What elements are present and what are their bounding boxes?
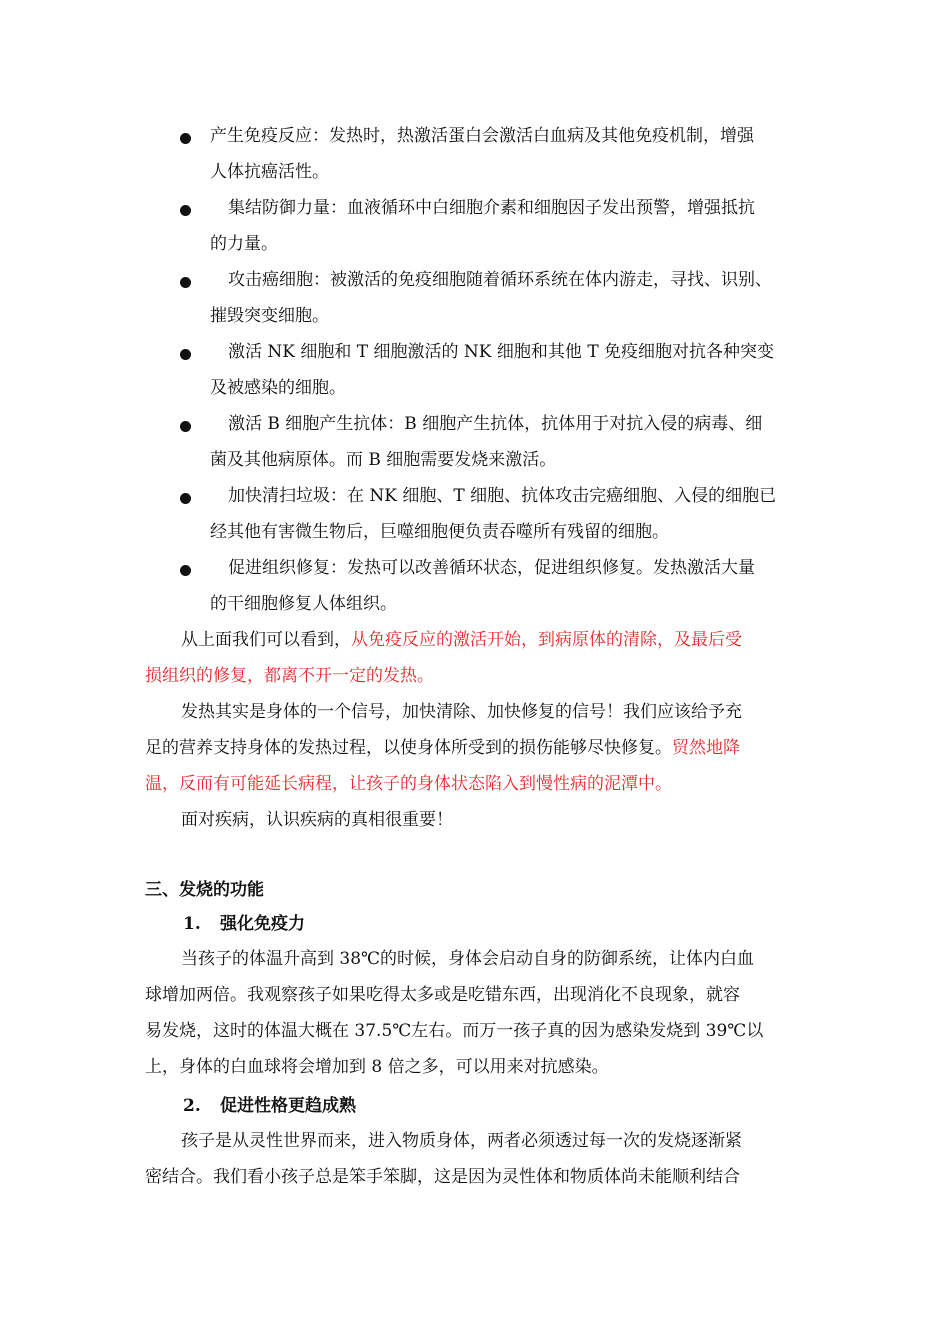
bullet-dot-icon: [180, 421, 191, 432]
subheading-number: 1.: [183, 914, 201, 934]
bullet-dot-icon: [180, 493, 191, 504]
paragraph-line: 上，身体的白血球将会增加到 8 倍之多，可以用来对抗感染。: [145, 1057, 609, 1077]
bullet-text-cont: 经其他有害微生物后，巨噬细胞便负责吞噬所有残留的细胞。: [210, 522, 669, 542]
paragraph-line: 易发烧，这时的体温大概在 37.5℃左右。而万一孩子真的因为感染发烧到 39℃以: [145, 1021, 764, 1041]
bullet-text: 激活 B 细胞产生抗体：B 细胞产生抗体，抗体用于对抗入侵的病毒、细: [228, 414, 763, 434]
subheading-title: 强化免疫力: [220, 914, 305, 934]
bullet-text-cont: 人体抗癌活性。: [210, 162, 329, 182]
bullet-text: 产生免疫反应：发热时，热激活蛋白会激活白血病及其他免疫机制，增强: [210, 126, 754, 146]
bullet-text-cont: 及被感染的细胞。: [210, 378, 346, 398]
paragraph-line: 孩子是从灵性世界而来，进入物质身体，两者必须透过每一次的发烧逐渐紧: [181, 1131, 742, 1151]
highlighted-text: 从免疫反应的激活开始，到病原体的清除，及最后受: [351, 630, 742, 650]
paragraph-line: 发热其实是身体的一个信号，加快清除、加快修复的信号！我们应该给予充: [181, 702, 742, 722]
subheading-number: 2.: [183, 1096, 201, 1116]
bullet-text: 促进组织修复：发热可以改善循环状态，促进组织修复。发热激活大量: [228, 558, 755, 578]
bullet-dot-icon: [180, 205, 191, 216]
paragraph-text: 从上面我们可以看到，: [181, 630, 351, 650]
paragraph-line: 密结合。我们看小孩子总是笨手笨脚，这是因为灵性体和物质体尚未能顺利结合: [145, 1167, 740, 1187]
bullet-text: 加快清扫垃圾：在 NK 细胞、T 细胞、抗体攻击完癌细胞、入侵的细胞已: [228, 486, 777, 506]
paragraph-line: [181, 628, 742, 652]
subheading-title: 促进性格更趋成熟: [220, 1096, 356, 1116]
highlighted-text: 贸然地降: [672, 738, 740, 758]
paragraph-line: 球增加两倍。我观察孩子如果吃得太多或是吃错东西，出现消化不良现象，就容: [145, 985, 740, 1005]
paragraph-text: 足的营养支持身体的发热过程，以使身体所受到的损伤能够尽快修复。: [145, 738, 672, 758]
bullet-text: 攻击癌细胞：被激活的免疫细胞随着循环系统在体内游走，寻找、识别、: [228, 270, 772, 290]
bullet-dot-icon: [180, 133, 191, 144]
bullet-text: 集结防御力量：血液循环中白细胞介素和细胞因子发出预警，增强抵抗: [228, 198, 755, 218]
section-heading: 三、发烧的功能: [145, 880, 264, 900]
bullet-text-cont: 的力量。: [210, 234, 278, 254]
bullet-text-cont: 的干细胞修复人体组织。: [210, 594, 397, 614]
bullet-dot-icon: [180, 565, 191, 576]
bullet-text-cont: 摧毁突变细胞。: [210, 306, 329, 326]
paragraph-line: 当孩子的体温升高到 38℃的时候，身体会启动自身的防御系统，让体内白血: [181, 949, 755, 969]
paragraph-line: 面对疾病，认识疾病的真相很重要！: [181, 810, 453, 830]
highlighted-text: 温，反而有可能延长病程，让孩子的身体状态陷入到慢性病的泥潭中。: [145, 774, 672, 794]
highlighted-text: 损组织的修复，都离不开一定的发热。: [145, 666, 434, 686]
bullet-text-cont: 菌及其他病原体。而 B 细胞需要发烧来激活。: [210, 450, 557, 470]
bullet-dot-icon: [180, 349, 191, 360]
bullet-text: 激活 NK 细胞和 T 细胞激活的 NK 细胞和其他 T 免疫细胞对抗各种突变: [228, 342, 775, 362]
paragraph-line: [145, 736, 740, 760]
bullet-dot-icon: [180, 277, 191, 288]
